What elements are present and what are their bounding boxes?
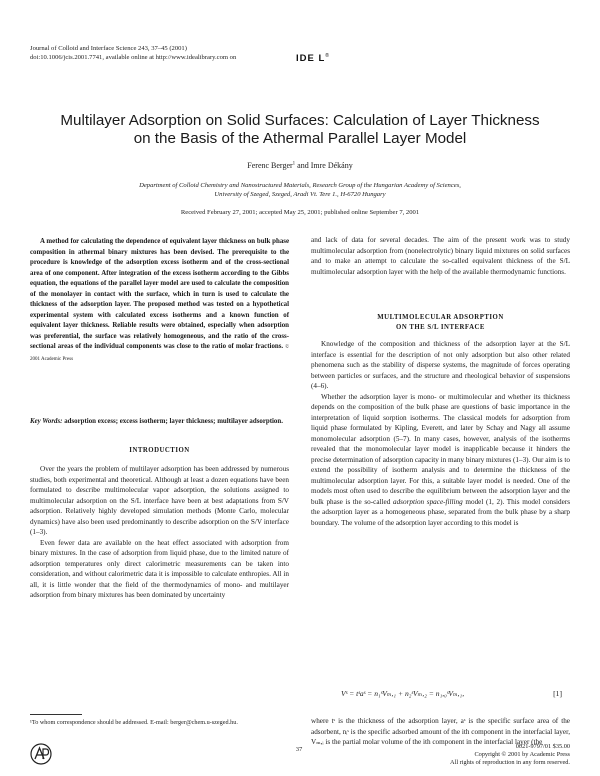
- keywords: [30, 417, 289, 428]
- author-2: Imre Dékány: [310, 161, 353, 170]
- multimolecular-body: [311, 339, 570, 528]
- multimolecular-paragraph-1: Knowledge of the composition and thickness of the adsorption layer at the S/L interface is essential for the description of not only adsorption but also other related phenomena such as the stability of disperse systems, the magnitude of forces operating between particles or surfaces, and the structure and rheological behavior of suspensions (4–6).: [311, 340, 570, 390]
- keywords-label: Key Words:: [30, 418, 63, 425]
- introduction-heading: INTRODUCTION: [129, 447, 190, 454]
- introduction-body: [30, 464, 289, 601]
- author-1: Ferenc Berger: [247, 161, 293, 170]
- journal-line-2: doi:10.1006/jcis.2001.7741, available online at http://www.idealibrary.com on: [30, 54, 237, 61]
- footnote: ¹To whom correspondence should be addressed. E-mail: berger@chem.u-szeged.hu.: [30, 719, 238, 726]
- intro-continuation-paragraph: and lack of data for several decades. The aim of the present work was to study multimolecular adsorption from (nonelectrolytic) binary liquid mixtures on solid surfaces and to make an attempt to calculate the so-called equivalent thickness of the S/L multimolecular adsorption layer with the help of the available thermodynamic functions.: [311, 236, 570, 276]
- title-line-1: Multilayer Adsorption on Solid Surfaces: Calculation of Layer Thickness: [60, 112, 540, 129]
- abstract-copyright: © 2001 Academic Press: [30, 345, 289, 362]
- rights-reserved: All rights of reproduction in any form reserved.: [450, 759, 570, 766]
- author-1-footnote-mark: 1: [292, 161, 296, 167]
- keywords-value: adsorption excess; excess isotherm; layer thickness; multilayer adsorption.: [64, 418, 283, 425]
- title-line-2: on the Basis of the Athermal Parallel Layer Model: [133, 130, 467, 147]
- introduction-paragraph-1: Over the years the problem of multilayer adsorption has been addressed by numerous studies, both experimental and theoretical. Although at least a dozen equations have been formulated to describe multimolecular vapor adsorption, the solutions assigned to multimolecular adsorption on the S/L interface have been at best adaptations from S/V adsorption. Relatively highly developed simulation methods (Monte Carlo, molecular dynamics) have also been used predominantly to describe adsorption on the S/V interface (1–3).: [30, 465, 289, 536]
- abstract-text: A method for calculating the dependence of equivalent layer thickness on bulk phase composition in athermal binary mixtures has been devised. The prerequisite to the procedure is knowledge of the adsorption excess isotherm and of the cross-sectional area of one component. After integration of the excess isotherm according to the Gibbs equation, the equations of the parallel layer model are used to calculate the composition of the monolayer in contact with the surface, which in turn is used to calculate the thickness of the adsorption layer. The proposed method was tested on a hypothetical experimental system with calculated excess isotherms and a known function of equivalent layer thickness. Reliable results were obtained, especially when adsorption was preferential, the surface was relatively homogeneous, and the ratio of the cross-sectional areas of the individual components was close to the ratio of molar fractions.: [30, 238, 289, 350]
- equation-1-number: [1]: [553, 689, 562, 698]
- paragraph-2-text-a: Whether the adsorption layer is mono- or multimolecular and whether its thickness depends on the composition of the bulk phase are questions of basic importance in the interpretation of liquid sorption isotherms. The classical models for adsorption from liquid phase formulated by Kipling, Everett, and later by Schay and Nagy all assume monomolecular adsorption (5–7). In many cases, however, analysis of the isotherms revealed that the monomolecular layer model is inapplicable because it hinders the precise determination of adsorption capacity in many binary mixtures (1–3). Our aim is to extend the possibility of isotherm analysis and to determine the thickness of the multimolecular adsorption layer. For this, a suitable layer model is needed. One of the models most often used to describe the equilibrium between the adsorption layer and the bulk phase is the so-called: [311, 392, 570, 506]
- paragraph-2-italic-term: adsorption space-filling: [392, 497, 463, 506]
- multimolecular-paragraph-2: [311, 392, 570, 529]
- affiliation: [60, 181, 540, 199]
- equation-1-expression: Vˢ = tˢaˢ = n₁ˢVₘ,₁ + n₂ˢVₘ,₂ = n₁,₀ˢVₘ,₁,: [341, 689, 465, 698]
- multimolecular-heading-line-1: MULTIMOLECULAR ADSORPTION: [377, 314, 504, 321]
- paragraph-2-text-b: model (1, 2). This model considers the adsorption layer as a homogeneous phase, separated from the bulk phase by a sharp boundary. The volume of the adsorption layer according to this model is: [311, 497, 571, 527]
- multimolecular-heading: [311, 313, 570, 333]
- publisher-info: [430, 743, 570, 767]
- article-title: [20, 112, 580, 148]
- affiliation-line-1: Department of Colloid Chemistry and Nanostructured Materials, Research Group of the Hungarian Academy of Sciences,: [139, 182, 461, 189]
- publisher-copyright: Copyright © 2001 by Academic Press: [474, 751, 570, 758]
- page-number: 37: [295, 746, 303, 753]
- ideal-logo-mark: ®: [325, 53, 330, 59]
- academic-press-logo-icon: [30, 743, 52, 765]
- footnote-rule: [30, 714, 82, 715]
- right-column-intro-continuation: [311, 235, 570, 277]
- journal-line-1: Journal of Colloid and Interface Science 243, 37–45 (2001): [30, 45, 187, 52]
- equation-explanation-text: where tˢ is the thickness of the adsorption layer, aˢ is the specific surface area of the adsorbent, nᵢˢ is the specific adsorbed amount of the ith component in the interfacial layer, Vₘ,ᵢ is the partial molar volume of the ith component in the interfacial layer (the: [311, 717, 570, 746]
- abstract: [30, 237, 289, 365]
- affiliation-line-2: University of Szeged, Szeged, Aradi Vt. Tere 1., H-6720 Hungary: [214, 191, 386, 198]
- ideal-logo[interactable]: [296, 53, 330, 64]
- author-list: [0, 161, 600, 170]
- equation-1: [311, 689, 570, 703]
- introduction-paragraph-2: Even fewer data are available on the heat effect associated with adsorption from binary mixtures. In the case of adsorption from liquid phase, due to the limited nature of adsorption temperatures only direct calorimetric measurements can be taken into consideration, and without calorimetric data it is impossible to calculate enthropies. All in all, it is little wonder that the field of the thermodynamics of mono- and multilayer adsorption from binary mixtures has been dominated by uncertainty: [30, 538, 289, 599]
- received-dates: Received February 27, 2001; accepted May 25, 2001; published online September 7, 2001: [180, 209, 420, 216]
- ideal-logo-text: IDE L: [296, 53, 326, 65]
- issn: 0021-9797/01 $35.00: [515, 743, 570, 750]
- multimolecular-heading-line-2: ON THE S/L INTERFACE: [396, 324, 485, 331]
- author-connector: and: [297, 161, 309, 170]
